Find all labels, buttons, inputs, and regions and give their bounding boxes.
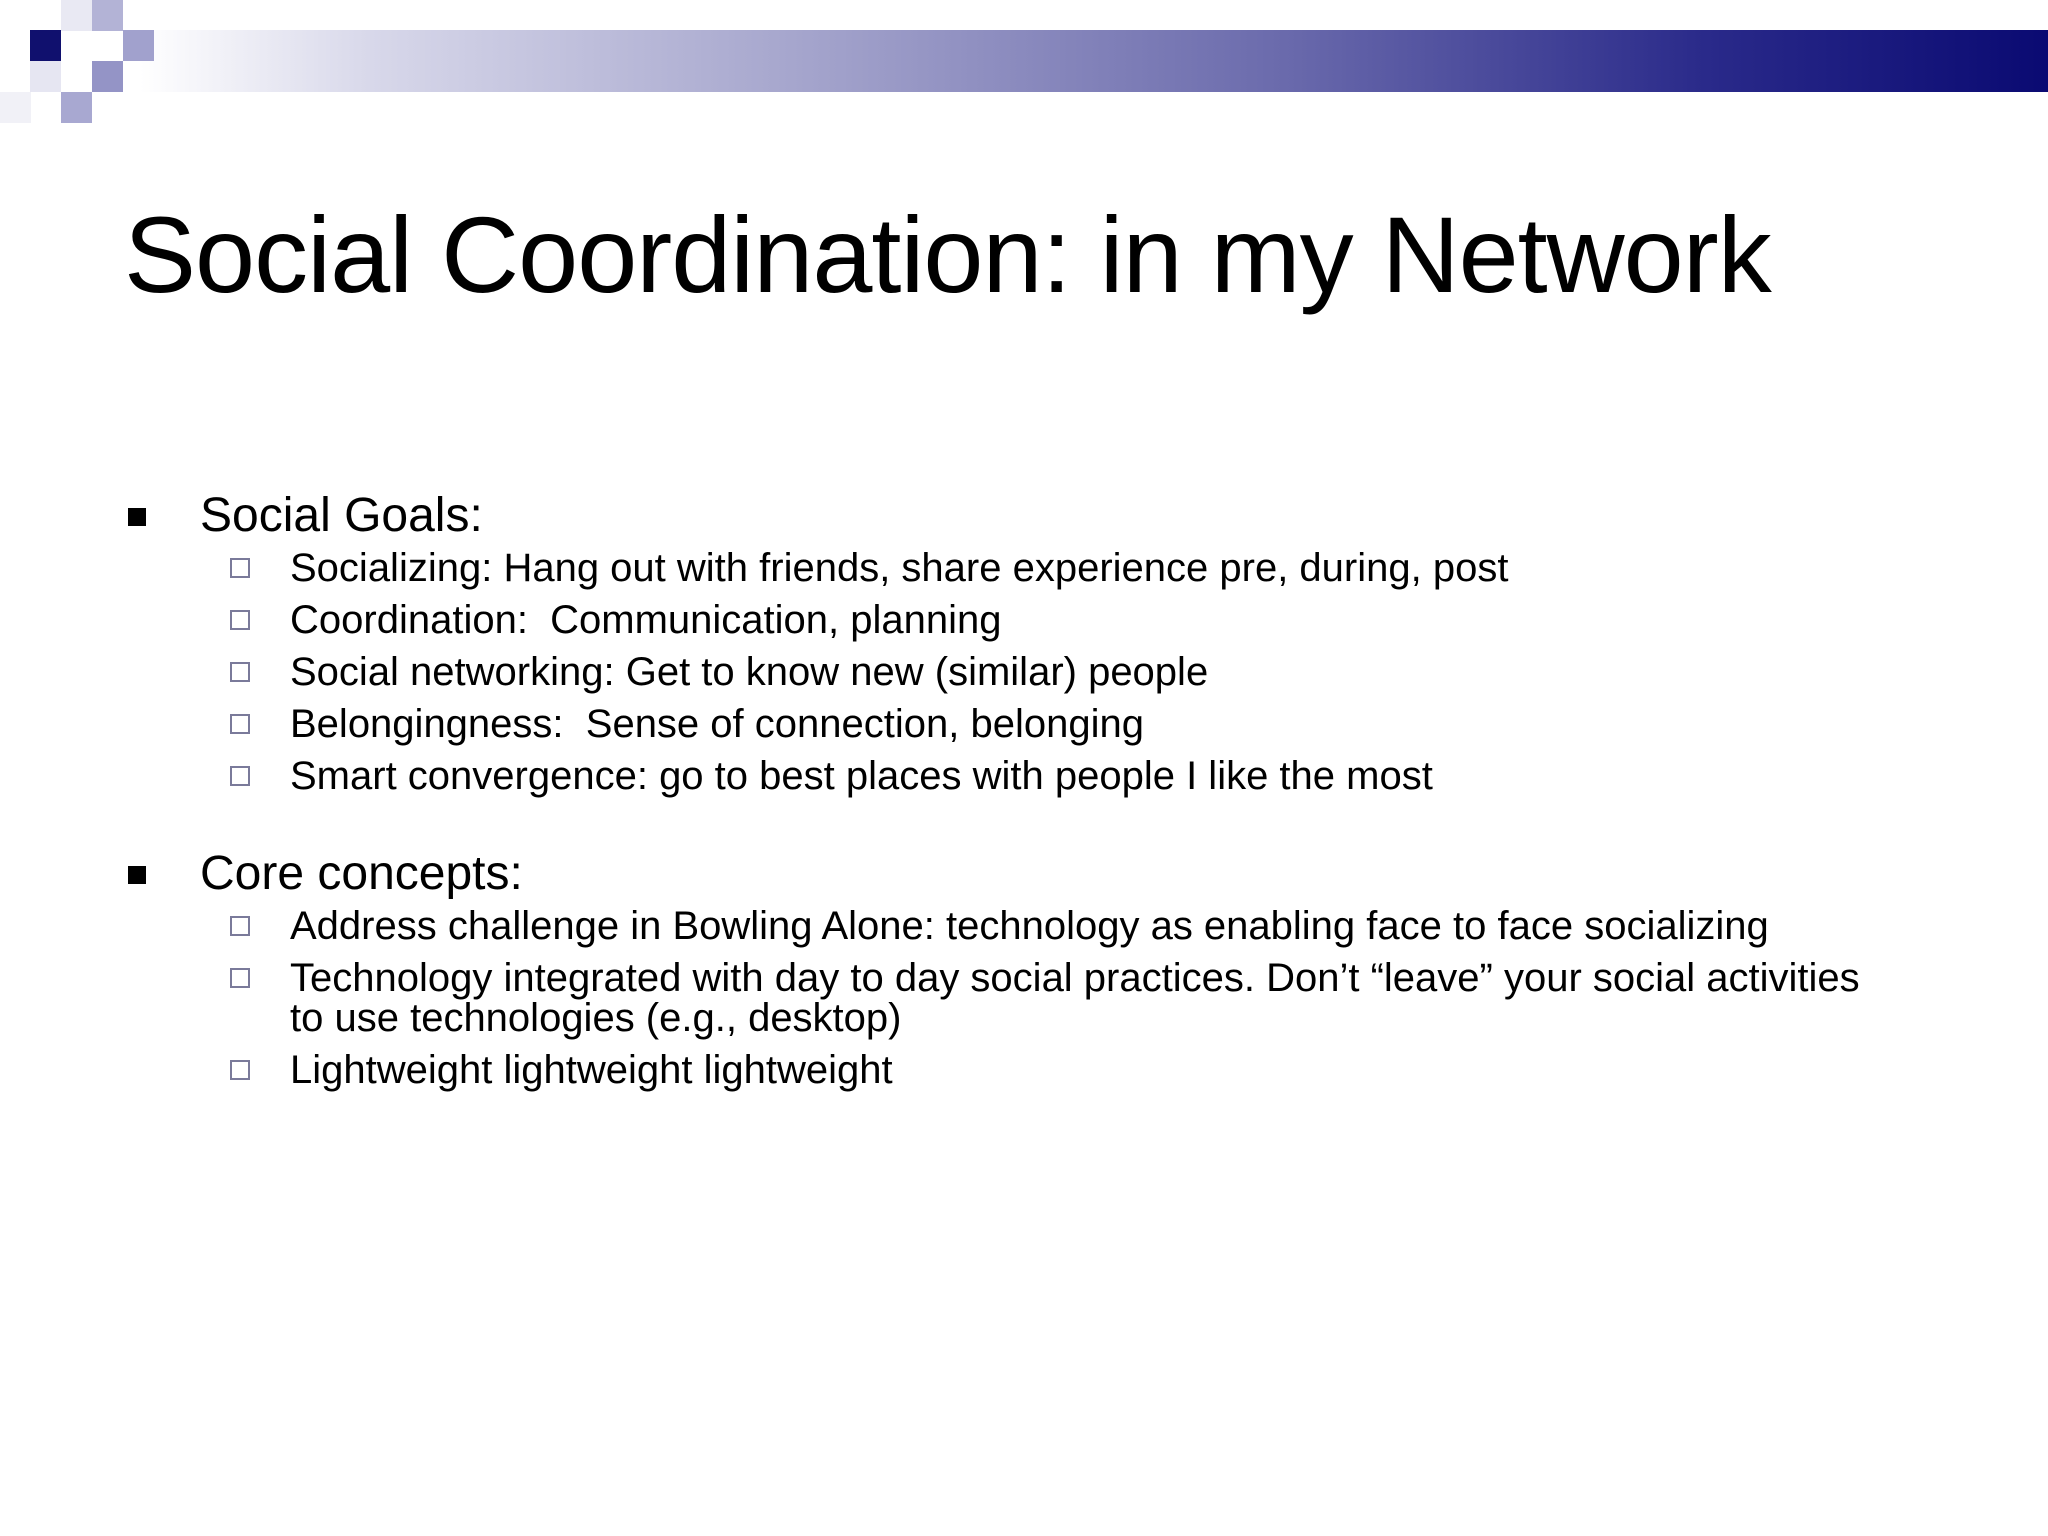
bullet-heading-text: Social Goals: [200,489,483,542]
bullet-heading [124,846,1984,902]
hollow-square-icon [230,766,250,786]
sub-bullet-item [124,756,1984,796]
hollow-square-icon [230,662,250,682]
header-square-icon [92,0,123,31]
header-gradient-band [140,30,2048,92]
hollow-square-icon [230,558,250,578]
header-square-icon [61,0,92,31]
header-square-icon [92,61,123,92]
sub-bullet-item [124,600,1984,640]
hollow-square-icon [230,968,250,988]
sub-bullet-item [124,652,1984,692]
sub-bullet-text: Coordination: Communication, planning [290,598,1002,642]
filled-square-icon [128,866,146,884]
sub-bullet-container [124,906,1984,1090]
bullet-section-social-goals [124,488,1984,796]
sub-bullet-text: Belongingness: Sense of connection, belonging [290,702,1144,746]
hollow-square-icon [230,1060,250,1080]
header-square-icon [61,92,92,123]
slide-title: Social Coordination: in my Network [124,194,1771,315]
header-square-icon [123,30,154,61]
sub-bullet-text: Technology integrated with day to day social practices. Don’t “leave” your social activities to use technologies (e.g., desktop) [290,956,1860,1040]
bullet-heading-text: Core concepts: [200,847,523,900]
bullet-section-core-concepts [124,846,1984,1090]
sub-bullet-item [124,704,1984,744]
sub-bullet-text: Social networking: Get to know new (similar) people [290,650,1209,694]
sub-bullet-container [124,548,1984,796]
hollow-square-icon [230,916,250,936]
sub-bullet-text: Socializing: Hang out with friends, share experience pre, during, post [290,546,1509,590]
filled-square-icon [128,508,146,526]
sub-bullet-text: Address challenge in Bowling Alone: technology as enabling face to face socializing [290,904,1769,948]
sub-bullet-item [124,1050,1984,1090]
sub-bullet-item [124,906,1984,946]
bullet-heading [124,488,1984,544]
sub-bullet-list [124,906,1984,1090]
hollow-square-icon [230,610,250,630]
sub-bullet-text: Lightweight lightweight lightweight [290,1048,893,1092]
sub-bullet-item [124,958,1984,1038]
header-square-icon [0,92,31,123]
sub-bullet-item [124,548,1984,588]
header-square-icon [30,61,61,92]
header-square-icon [30,30,61,61]
sub-bullet-text: Smart convergence: go to best places with people I like the most [290,754,1433,798]
slide-content [124,488,1984,1090]
sub-bullet-list [124,548,1984,796]
hollow-square-icon [230,714,250,734]
